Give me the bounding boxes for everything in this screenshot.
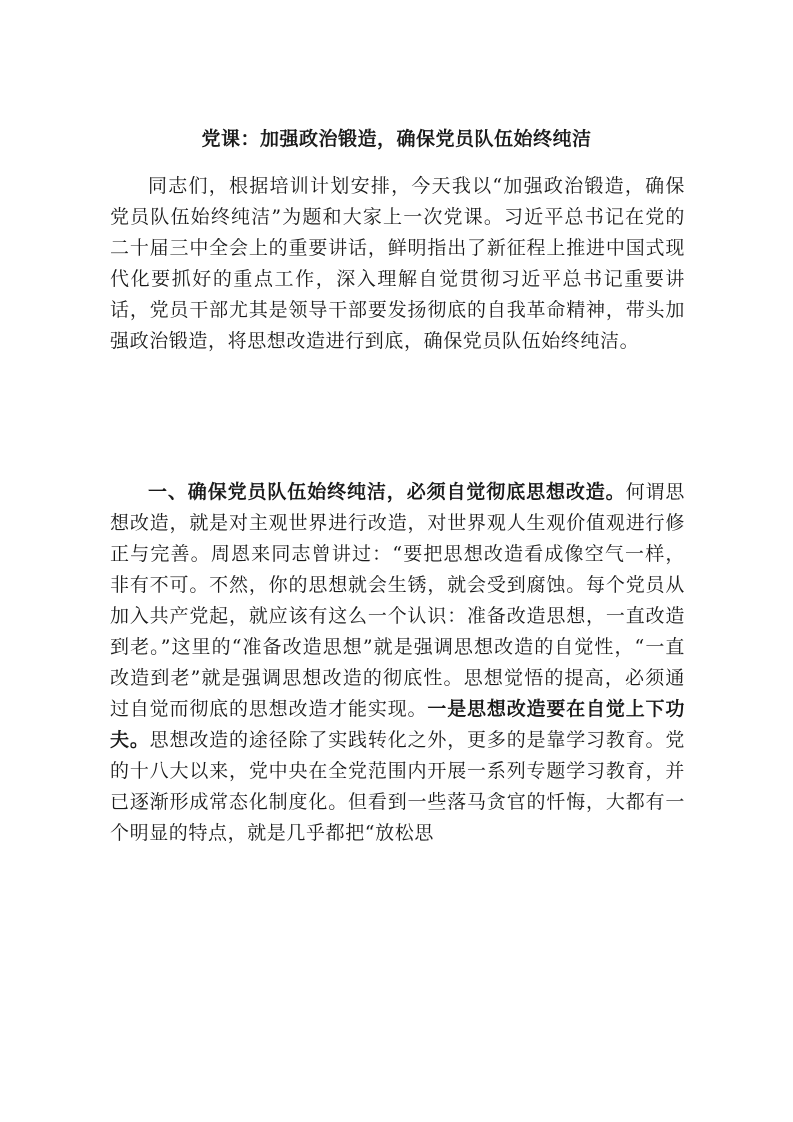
document-title: 党课：加强政治锻造，确保党员队伍始终纯洁 <box>201 128 592 150</box>
section-subheading: 一是思想改造要在自觉上下功夫。 <box>110 698 685 751</box>
section-text-a: 何谓思想改造，就是对主观世界进行改造，对世界观人生观价值观进行修正与完善。周恩来同志曾讲过：“要把思想改造看成像空气一样，非有不可。不然，你的思想就会生锈，就会受到腐蚀。每个党员从加入共产党起，就应该有这么一个认识：准备改造思想，一直改造到老。”这里的“准备改造思想”就是强调思想改造的自觉性，“一直改造到老”就是强调思想改造的彻底性。思想觉悟的提高，必须通过自觉而彻底的思想改造才能实现。 <box>110 481 685 720</box>
paragraph-section-one <box>110 477 685 849</box>
section-heading: 一、确保党员队伍始终纯洁，必须自觉彻底思想改造。 <box>148 481 626 503</box>
paragraph-intro: 同志们，根据培训计划安排，今天我以“加强政治锻造，确保党员队伍始终纯洁”为题和大家上一次党课。习近平总书记在党的二十届三中全会上的重要讲话，鲜明指出了新征程上推进中国式现代化要抓好的重点工作，深入理解自觉贯彻习近平总书记重要讲话，党员干部尤其是领导干部要发扬彻底的自我革命精神，带头加强政治锻造，将思想改造进行到底，确保党员队伍始终纯洁。 <box>110 175 685 352</box>
section-text-b: 思想改造的途径除了实践转化之外，更多的是靠学习教育。党的十八大以来，党中央在全党范围内开展一系列专题学习教育，并已逐渐形成常态化制度化。但看到一些落马贪官的忏悔，大都有一个明显的特点，就是几乎都把“放松思 <box>110 729 685 844</box>
